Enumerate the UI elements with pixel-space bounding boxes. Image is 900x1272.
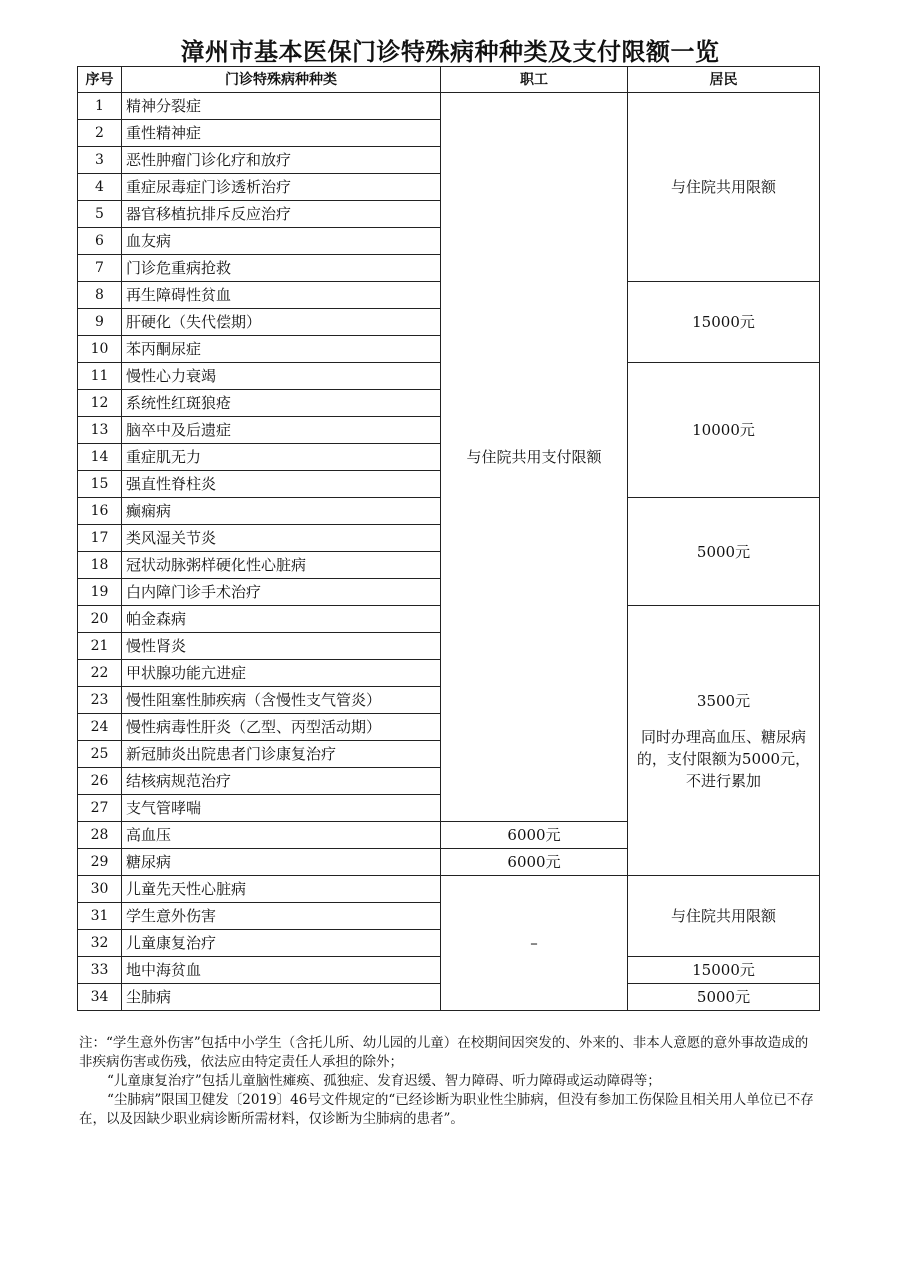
header-resident: 居民 [628, 67, 820, 93]
disease-name: 尘肺病 [122, 984, 441, 1011]
row-number: 17 [78, 525, 122, 552]
disease-name: 糖尿病 [122, 849, 441, 876]
disease-name: 门诊危重病抢救 [122, 255, 441, 282]
row-number: 15 [78, 471, 122, 498]
resident-limit: 与住院共用限额 [628, 876, 820, 957]
row-number: 7 [78, 255, 122, 282]
row-number: 30 [78, 876, 122, 903]
row-number: 2 [78, 120, 122, 147]
row-number: 24 [78, 714, 122, 741]
disease-name: 肝硬化（失代偿期） [122, 309, 441, 336]
worker-limit: 6000元 [441, 822, 628, 849]
row-number: 1 [78, 93, 122, 120]
disease-name: 强直性脊柱炎 [122, 471, 441, 498]
row-number: 34 [78, 984, 122, 1011]
resident-limit: 5000元 [628, 498, 820, 606]
resident-limit: 15000元 [628, 282, 820, 363]
disease-name: 慢性病毒性肝炎（乙型、丙型活动期） [122, 714, 441, 741]
resident-limit [628, 606, 820, 876]
page-title: 漳州市基本医保门诊特殊病种种类及支付限额一览 [180, 38, 720, 66]
disease-name: 甲状腺功能亢进症 [122, 660, 441, 687]
disease-name: 血友病 [122, 228, 441, 255]
row-number: 25 [78, 741, 122, 768]
table-row [78, 93, 820, 120]
resident-limit: 与住院共用限额 [628, 93, 820, 282]
note-3: “尘肺病”限国卫健发〔2019〕46号文件规定的“已经诊断为职业性尘肺病，但没有参加工伤保险且相关用人单位已不存在，以及因缺少职业病诊断所需材料，仅诊断为尘肺病的患者”。 [79, 1092, 814, 1127]
worker-limit: 与住院共用支付限额 [441, 93, 628, 822]
row-number: 6 [78, 228, 122, 255]
disease-name: 帕金森病 [122, 606, 441, 633]
worker-limit: 6000元 [441, 849, 628, 876]
worker-limit: – [441, 876, 628, 1011]
disease-name: 系统性红斑狼疮 [122, 390, 441, 417]
note-2: “儿童康复治疗”包括儿童脑性瘫痪、孤独症、发育迟缓、智力障碍、听力障碍或运动障碍等； [107, 1073, 661, 1089]
disease-table [77, 66, 820, 1011]
resident-limit-amount: 3500元 [696, 691, 751, 710]
disease-name: 新冠肺炎出院患者门诊康复治疗 [122, 741, 441, 768]
disease-name: 精神分裂症 [122, 93, 441, 120]
disease-name: 器官移植抗排斥反应治疗 [122, 201, 441, 228]
row-number: 20 [78, 606, 122, 633]
disease-name: 重性精神症 [122, 120, 441, 147]
disease-name: 地中海贫血 [122, 957, 441, 984]
row-number: 31 [78, 903, 122, 930]
disease-name: 儿童先天性心脏病 [122, 876, 441, 903]
row-number: 27 [78, 795, 122, 822]
disease-name: 类风湿关节炎 [122, 525, 441, 552]
row-number: 18 [78, 552, 122, 579]
row-number: 32 [78, 930, 122, 957]
row-number: 5 [78, 201, 122, 228]
row-number: 28 [78, 822, 122, 849]
disease-name: 白内障门诊手术治疗 [122, 579, 441, 606]
row-number: 16 [78, 498, 122, 525]
note-1: 注：“学生意外伤害”包括中小学生（含托儿所、幼儿园的儿童）在校期间因突发的、外来的、非本人意愿的意外事故造成的非疾病伤害或伤残，依法应由特定责任人承担的除外； [79, 1035, 809, 1070]
row-number: 8 [78, 282, 122, 309]
header-type: 门诊特殊病种种类 [122, 67, 441, 93]
disease-name: 脑卒中及后遗症 [122, 417, 441, 444]
row-number: 19 [78, 579, 122, 606]
disease-name: 学生意外伤害 [122, 903, 441, 930]
row-number: 12 [78, 390, 122, 417]
disease-name: 再生障碍性贫血 [122, 282, 441, 309]
disease-name: 支气管哮喘 [122, 795, 441, 822]
header-no: 序号 [78, 67, 122, 93]
disease-name: 重症肌无力 [122, 444, 441, 471]
row-number: 3 [78, 147, 122, 174]
table-row [78, 876, 820, 903]
disease-name: 高血压 [122, 822, 441, 849]
resident-limit: 15000元 [628, 957, 820, 984]
table-body [78, 93, 820, 1011]
row-number: 13 [78, 417, 122, 444]
table-header-row [78, 67, 820, 93]
disease-name: 慢性阻塞性肺疾病（含慢性支气管炎） [122, 687, 441, 714]
row-number: 23 [78, 687, 122, 714]
row-number: 33 [78, 957, 122, 984]
disease-name: 癫痫病 [122, 498, 441, 525]
row-number: 4 [78, 174, 122, 201]
row-number: 21 [78, 633, 122, 660]
disease-name: 慢性肾炎 [122, 633, 441, 660]
row-number: 11 [78, 363, 122, 390]
disease-name: 儿童康复治疗 [122, 930, 441, 957]
disease-name: 苯丙酮尿症 [122, 336, 441, 363]
row-number: 22 [78, 660, 122, 687]
disease-name: 结核病规范治疗 [122, 768, 441, 795]
row-number: 14 [78, 444, 122, 471]
row-number: 9 [78, 309, 122, 336]
row-number: 10 [78, 336, 122, 363]
row-number: 29 [78, 849, 122, 876]
disease-name: 冠状动脉粥样硬化性心脏病 [122, 552, 441, 579]
disease-name: 重症尿毒症门诊透析治疗 [122, 174, 441, 201]
notes [79, 1034, 819, 1129]
resident-limit-note: 同时办理高血压、糖尿病的，支付限额为5000元，不进行累加 [636, 727, 811, 790]
resident-limit: 10000元 [628, 363, 820, 498]
disease-name: 慢性心力衰竭 [122, 363, 441, 390]
row-number: 26 [78, 768, 122, 795]
resident-limit: 5000元 [628, 984, 820, 1011]
disease-name: 恶性肿瘤门诊化疗和放疗 [122, 147, 441, 174]
header-worker: 职工 [441, 67, 628, 93]
